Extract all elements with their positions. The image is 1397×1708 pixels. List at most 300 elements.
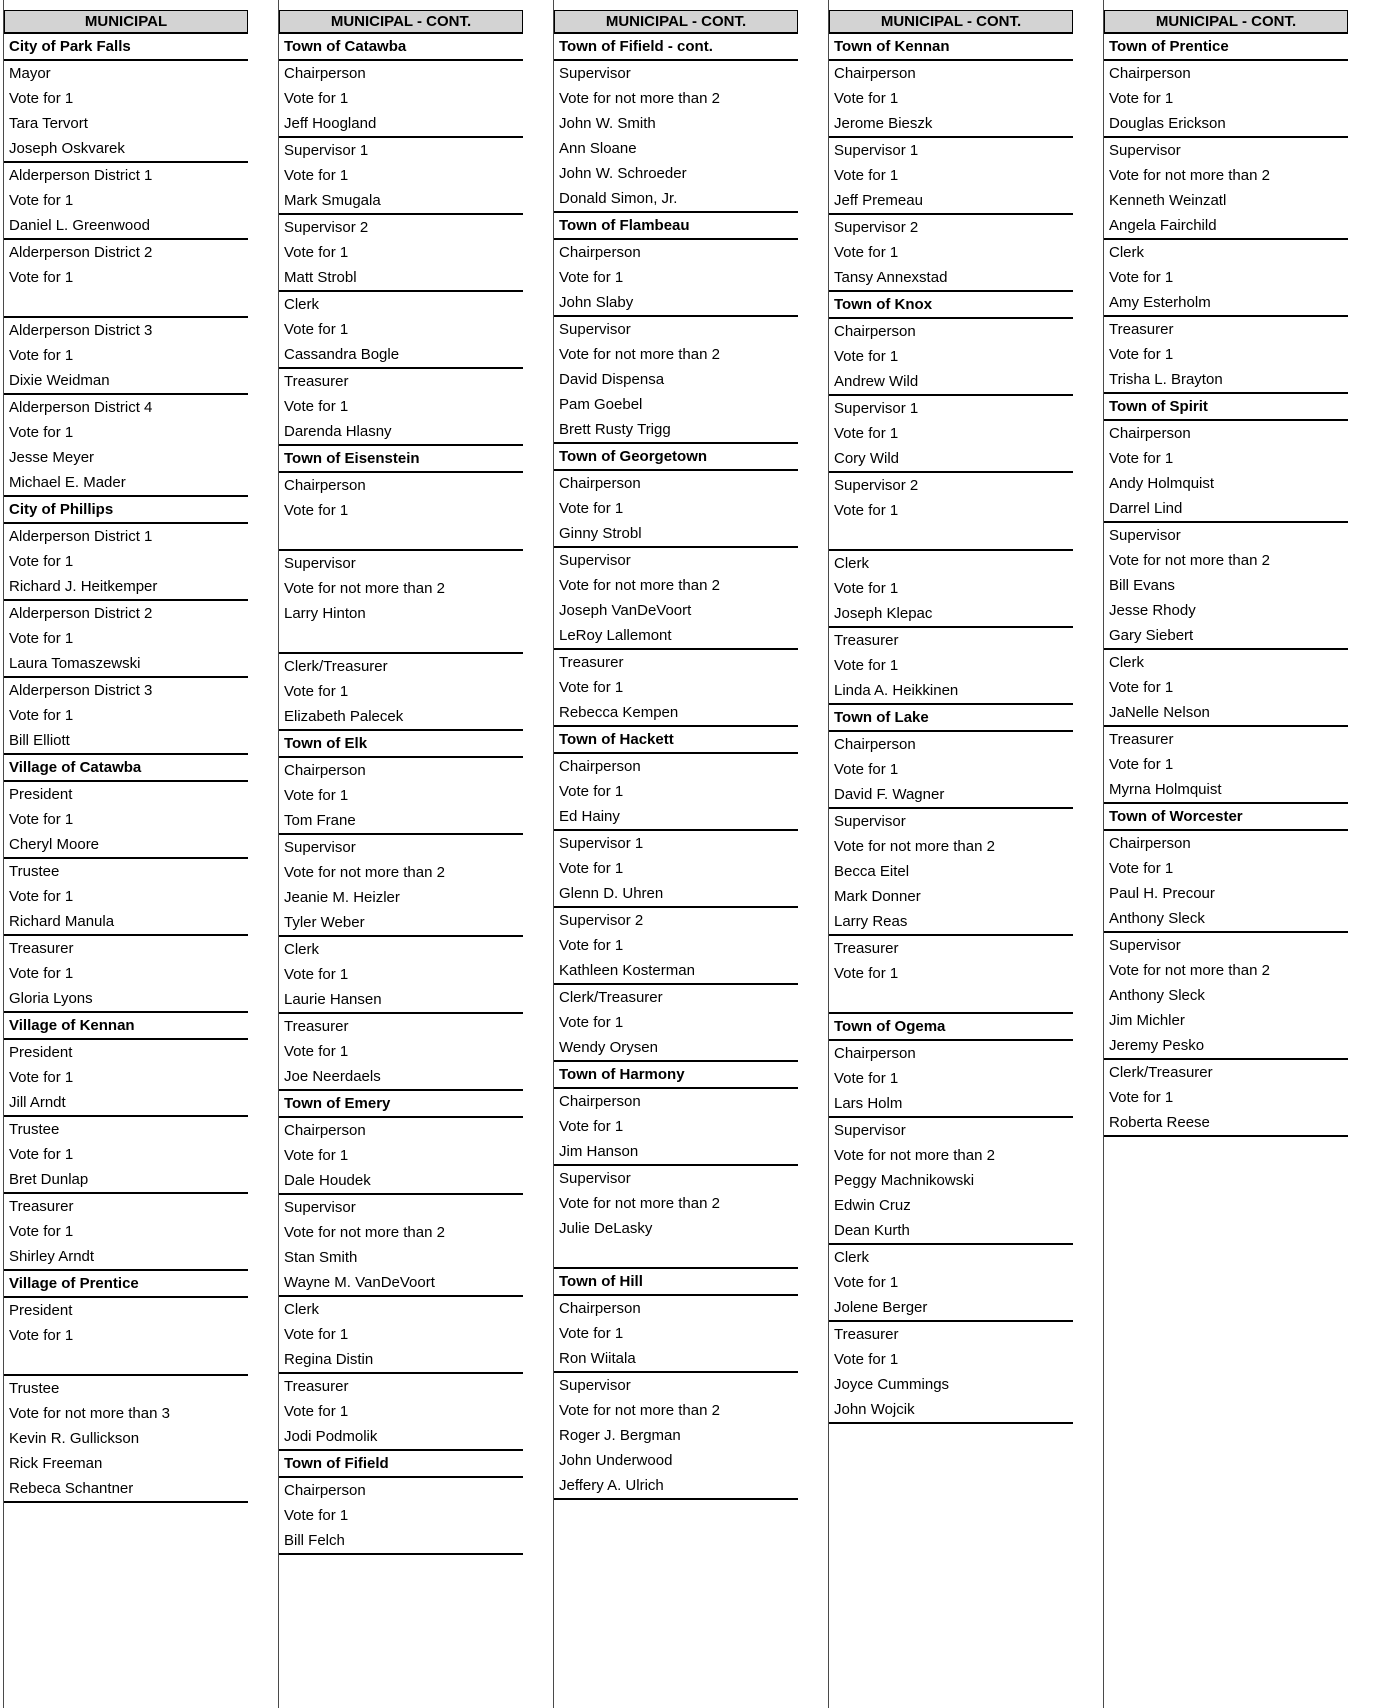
office-title: Clerk/Treasurer: [284, 658, 388, 675]
municipality-title: Town of Elk: [279, 731, 523, 758]
office-title: Chairperson: [284, 477, 366, 494]
office-block: [554, 548, 798, 650]
office-title: Supervisor: [1109, 142, 1181, 159]
vote-instruction: Vote for not more than 2: [834, 1147, 995, 1164]
candidate-name: JaNelle Nelson: [1109, 704, 1210, 721]
office-block: [279, 61, 523, 138]
candidate-name: Ed Hainy: [559, 808, 620, 825]
office-block: [829, 215, 1073, 292]
candidate-name: Rick Freeman: [9, 1455, 103, 1472]
candidate-name: Tom Frane: [284, 812, 356, 829]
office-title: Chairperson: [834, 65, 916, 82]
office-title: Alderperson District 2: [9, 605, 153, 622]
office-block: [4, 61, 248, 163]
office-title: Chairperson: [1109, 65, 1191, 82]
vote-instruction: Vote for not more than 2: [559, 1195, 720, 1212]
office-title: Treasurer: [834, 632, 899, 649]
vote-instruction: Vote for 1: [834, 244, 899, 261]
office-title: Trustee: [9, 1380, 60, 1397]
candidate-name: Larry Reas: [834, 913, 908, 930]
office-block: [554, 831, 798, 908]
vote-instruction: Vote for 1: [284, 398, 349, 415]
vote-instruction: Vote for 1: [1109, 450, 1174, 467]
office-block: [829, 138, 1073, 215]
office-block: [1104, 1060, 1348, 1137]
vote-instruction: Vote for 1: [284, 1507, 349, 1524]
office-title: Chairperson: [559, 475, 641, 492]
municipality-title: Town of Worcester: [1104, 804, 1348, 831]
candidate-name: John Wojcik: [834, 1401, 915, 1418]
office-title: Supervisor 1: [559, 835, 644, 852]
municipality-title: Town of Harmony: [554, 1062, 798, 1089]
office-block: [554, 985, 798, 1062]
vote-instruction: Vote for 1: [559, 1118, 624, 1135]
vote-instruction: Vote for 1: [559, 783, 624, 800]
office-block: [829, 473, 1073, 551]
office-block: [4, 782, 248, 859]
vote-instruction: Vote for 1: [9, 630, 74, 647]
municipality-title: Town of Lake: [829, 705, 1073, 732]
candidate-name: Wayne M. VanDeVoort: [284, 1274, 435, 1291]
office-title: Chairperson: [284, 762, 366, 779]
candidate-name: Laurie Hansen: [284, 991, 382, 1008]
candidate-name: David Dispensa: [559, 371, 665, 388]
candidate-name: Tansy Annexstad: [834, 269, 948, 286]
candidate-name: Jim Hanson: [559, 1143, 639, 1160]
vote-instruction: Vote for 1: [9, 965, 74, 982]
municipality-title: Town of Fifield - cont.: [554, 34, 798, 61]
vote-instruction: Vote for 1: [834, 965, 899, 982]
candidate-name: Tara Tervort: [9, 115, 88, 132]
office-block: [829, 1118, 1073, 1245]
office-title: Supervisor 1: [284, 142, 369, 159]
office-title: Clerk/Treasurer: [559, 989, 663, 1006]
candidate-name: Ann Sloane: [559, 140, 637, 157]
vote-instruction: Vote for 1: [284, 1403, 349, 1420]
ballot-column: [278, 0, 523, 1708]
vote-instruction: Vote for 1: [1109, 1089, 1174, 1106]
vote-instruction: Vote for 1: [9, 90, 74, 107]
candidate-name: Gary Siebert: [1109, 627, 1194, 644]
vote-instruction: Vote for 1: [834, 657, 899, 674]
vote-instruction: Vote for not more than 2: [559, 346, 720, 363]
candidate-name: Laura Tomaszewski: [9, 655, 141, 672]
vote-instruction: Vote for 1: [9, 707, 74, 724]
office-block: [279, 369, 523, 446]
office-block: [4, 1194, 248, 1271]
vote-instruction: Vote for 1: [559, 679, 624, 696]
office-block: [1104, 240, 1348, 317]
office-block: [279, 654, 523, 731]
office-title: Alderperson District 2: [9, 244, 153, 261]
office-title: Supervisor: [559, 1170, 631, 1187]
office-title: Chairperson: [559, 758, 641, 775]
candidate-name: Elizabeth Palecek: [284, 708, 404, 725]
office-block: [279, 1374, 523, 1451]
candidate-name: Andrew Wild: [834, 373, 919, 390]
office-title: Chairperson: [834, 736, 916, 753]
candidate-name: Dale Houdek: [284, 1172, 371, 1189]
office-block: [279, 551, 523, 654]
office-title: Chairperson: [1109, 425, 1191, 442]
office-block: [829, 1322, 1073, 1424]
candidate-name: Rebecca Kempen: [559, 704, 679, 721]
office-title: Supervisor 2: [559, 912, 644, 929]
candidate-name: Roger J. Bergman: [559, 1427, 681, 1444]
vote-instruction: Vote for 1: [9, 888, 74, 905]
vote-instruction: Vote for not more than 2: [1109, 962, 1270, 979]
vote-instruction: Vote for 1: [559, 1325, 624, 1342]
office-block: [279, 138, 523, 215]
candidate-name: Jill Arndt: [9, 1094, 66, 1111]
candidate-name: Stan Smith: [284, 1249, 358, 1266]
candidate-name: Douglas Erickson: [1109, 115, 1226, 132]
vote-instruction: Vote for 1: [9, 1327, 74, 1344]
candidate-name: Ginny Strobl: [559, 525, 642, 542]
municipality-title: City of Phillips: [4, 497, 248, 524]
vote-instruction: Vote for 1: [834, 90, 899, 107]
office-block: [829, 1245, 1073, 1322]
office-title: Treasurer: [1109, 321, 1174, 338]
office-title: Chairperson: [284, 1122, 366, 1139]
office-title: Alderperson District 4: [9, 399, 153, 416]
office-block: [4, 601, 248, 678]
ballot-column: [553, 0, 798, 1708]
candidate-name: Shirley Arndt: [9, 1248, 95, 1265]
office-title: Treasurer: [559, 654, 624, 671]
candidate-name: Michael E. Mader: [9, 474, 126, 491]
candidate-name: Kathleen Kosterman: [559, 962, 695, 979]
office-block: [4, 1040, 248, 1117]
vote-instruction: Vote for not more than 2: [1109, 167, 1270, 184]
candidate-name: Joyce Cummings: [834, 1376, 950, 1393]
candidate-name: Kenneth Weinzatl: [1109, 192, 1227, 209]
empty-candidate-slot: [279, 626, 523, 652]
candidate-name: Peggy Machnikowski: [834, 1172, 975, 1189]
vote-instruction: Vote for 1: [834, 348, 899, 365]
empty-candidate-slot: [4, 290, 248, 316]
office-title: Chairperson: [559, 1093, 641, 1110]
office-block: [279, 937, 523, 1014]
candidate-name: Glenn D. Uhren: [559, 885, 664, 902]
office-title: Clerk: [284, 296, 320, 313]
vote-instruction: Vote for 1: [284, 502, 349, 519]
office-title: Chairperson: [559, 244, 641, 261]
office-block: [4, 163, 248, 240]
office-title: President: [9, 786, 73, 803]
office-title: Supervisor: [834, 1122, 906, 1139]
office-block: [1104, 317, 1348, 394]
office-block: [829, 732, 1073, 809]
office-block: [554, 1166, 798, 1269]
candidate-name: Mark Donner: [834, 888, 921, 905]
candidate-name: Cassandra Bogle: [284, 346, 400, 363]
office-title: Chairperson: [834, 1045, 916, 1062]
office-title: Supervisor: [1109, 527, 1181, 544]
candidate-name: David F. Wagner: [834, 786, 945, 803]
office-title: Supervisor: [559, 552, 631, 569]
office-title: Supervisor 2: [834, 477, 919, 494]
office-title: Supervisor: [559, 321, 631, 338]
vote-instruction: Vote for 1: [9, 811, 74, 828]
candidate-name: Matt Strobl: [284, 269, 357, 286]
office-title: Supervisor: [1109, 937, 1181, 954]
office-title: Clerk: [834, 1249, 870, 1266]
office-title: Treasurer: [284, 1018, 349, 1035]
office-block: [554, 650, 798, 727]
vote-instruction: Vote for 1: [559, 500, 624, 517]
office-block: [829, 61, 1073, 138]
candidate-name: Jolene Berger: [834, 1299, 928, 1316]
office-block: [279, 473, 523, 551]
candidate-name: LeRoy Lallemont: [559, 627, 672, 644]
vote-instruction: Vote for 1: [284, 787, 349, 804]
office-title: President: [9, 1044, 73, 1061]
candidate-name: Angela Fairchild: [1109, 217, 1217, 234]
office-title: Supervisor 2: [834, 219, 919, 236]
office-block: [279, 1014, 523, 1091]
municipality-title: Town of Kennan: [829, 34, 1073, 61]
office-title: Clerk/Treasurer: [1109, 1064, 1213, 1081]
vote-instruction: Vote for not more than 2: [284, 1224, 445, 1241]
candidate-name: Jeanie M. Heizler: [284, 889, 400, 906]
office-block: [554, 61, 798, 213]
office-title: Supervisor 2: [284, 219, 369, 236]
office-block: [1104, 650, 1348, 727]
office-title: Clerk: [284, 1301, 320, 1318]
vote-instruction: Vote for 1: [9, 1146, 74, 1163]
candidate-name: Amy Esterholm: [1109, 294, 1211, 311]
vote-instruction: Vote for 1: [284, 244, 349, 261]
candidate-name: Darrel Lind: [1109, 500, 1183, 517]
office-block: [4, 1298, 248, 1376]
vote-instruction: Vote for not more than 3: [9, 1405, 170, 1422]
vote-instruction: Vote for 1: [9, 1223, 74, 1240]
candidate-name: Jesse Rhody: [1109, 602, 1196, 619]
vote-instruction: Vote for 1: [9, 1069, 74, 1086]
column-header: MUNICIPAL: [4, 10, 248, 34]
office-block: [554, 1373, 798, 1500]
municipality-title: Town of Hill: [554, 1269, 798, 1296]
column-header: MUNICIPAL - CONT.: [279, 10, 523, 34]
ballot-column: [3, 0, 248, 1708]
office-title: Alderperson District 1: [9, 167, 153, 184]
office-block: [554, 240, 798, 317]
office-block: [4, 678, 248, 755]
office-block: [279, 1195, 523, 1297]
empty-candidate-slot: [279, 523, 523, 549]
vote-instruction: Vote for not more than 2: [284, 864, 445, 881]
office-title: Alderperson District 3: [9, 682, 153, 699]
office-block: [279, 215, 523, 292]
candidate-name: Jeff Hoogland: [284, 115, 377, 132]
office-title: Supervisor 1: [834, 142, 919, 159]
candidate-name: Lars Holm: [834, 1095, 903, 1112]
municipality-title: Town of Emery: [279, 1091, 523, 1118]
office-block: [4, 859, 248, 936]
candidate-name: Darenda Hlasny: [284, 423, 392, 440]
office-title: Treasurer: [1109, 731, 1174, 748]
vote-instruction: Vote for not more than 2: [559, 90, 720, 107]
vote-instruction: Vote for 1: [834, 167, 899, 184]
office-block: [829, 396, 1073, 473]
office-title: Supervisor: [284, 839, 356, 856]
office-block: [829, 551, 1073, 628]
candidate-name: Myrna Holmquist: [1109, 781, 1222, 798]
candidate-name: Jodi Podmolik: [284, 1428, 378, 1445]
vote-instruction: Vote for 1: [284, 1326, 349, 1343]
vote-instruction: Vote for 1: [834, 761, 899, 778]
candidate-name: Roberta Reese: [1109, 1114, 1210, 1131]
candidate-name: Pam Goebel: [559, 396, 643, 413]
office-title: Chairperson: [284, 65, 366, 82]
candidate-name: Wendy Orysen: [559, 1039, 658, 1056]
candidate-name: Jim Michler: [1109, 1012, 1185, 1029]
candidate-name: Tyler Weber: [284, 914, 365, 931]
candidate-name: Paul H. Precour: [1109, 885, 1215, 902]
office-title: Supervisor: [559, 65, 631, 82]
municipality-title: City of Park Falls: [4, 34, 248, 61]
office-block: [829, 936, 1073, 1014]
candidate-name: Richard Manula: [9, 913, 115, 930]
municipality-title: Town of Prentice: [1104, 34, 1348, 61]
candidate-name: John Slaby: [559, 294, 634, 311]
office-title: Chairperson: [559, 1300, 641, 1317]
candidate-name: Ron Wiitala: [559, 1350, 636, 1367]
candidate-name: Jesse Meyer: [9, 449, 95, 466]
municipality-title: Village of Catawba: [4, 755, 248, 782]
office-block: [1104, 421, 1348, 523]
candidate-name: Dixie Weidman: [9, 372, 110, 389]
office-block: [829, 628, 1073, 705]
office-block: [279, 758, 523, 835]
vote-instruction: Vote for not more than 2: [559, 1402, 720, 1419]
office-title: Supervisor: [834, 813, 906, 830]
candidate-name: Joseph Oskvarek: [9, 140, 125, 157]
ballot-column: [1103, 0, 1348, 1708]
candidate-name: Gloria Lyons: [9, 990, 93, 1007]
office-block: [554, 471, 798, 548]
vote-instruction: Vote for 1: [284, 683, 349, 700]
office-block: [829, 1041, 1073, 1118]
candidate-name: Anthony Sleck: [1109, 987, 1205, 1004]
office-block: [554, 1089, 798, 1166]
candidate-name: Jeff Premeau: [834, 192, 923, 209]
municipality-title: Village of Kennan: [4, 1013, 248, 1040]
candidate-name: Becca Eitel: [834, 863, 910, 880]
municipality-title: Town of Ogema: [829, 1014, 1073, 1041]
candidate-name: Bill Evans: [1109, 577, 1175, 594]
office-block: [4, 240, 248, 318]
candidate-name: Brett Rusty Trigg: [559, 421, 671, 438]
municipality-title: Village of Prentice: [4, 1271, 248, 1298]
office-title: Alderperson District 1: [9, 528, 153, 545]
vote-instruction: Vote for 1: [834, 580, 899, 597]
candidate-name: Jeffery A. Ulrich: [559, 1477, 664, 1494]
vote-instruction: Vote for 1: [9, 553, 74, 570]
column-header: MUNICIPAL - CONT.: [554, 10, 798, 34]
candidate-name: Andy Holmquist: [1109, 475, 1215, 492]
candidate-name: Cory Wild: [834, 450, 900, 467]
vote-instruction: Vote for 1: [834, 1274, 899, 1291]
candidate-name: John W. Schroeder: [559, 165, 687, 182]
office-title: Treasurer: [834, 1326, 899, 1343]
candidate-name: Anthony Sleck: [1109, 910, 1205, 927]
municipality-title: Town of Catawba: [279, 34, 523, 61]
office-block: [829, 809, 1073, 936]
empty-candidate-slot: [829, 523, 1073, 549]
office-title: Trustee: [9, 1121, 60, 1138]
vote-instruction: Vote for 1: [9, 347, 74, 364]
office-block: [1104, 831, 1348, 933]
office-block: [1104, 523, 1348, 650]
vote-instruction: Vote for 1: [559, 937, 624, 954]
office-block: [554, 908, 798, 985]
municipality-title: Town of Hackett: [554, 727, 798, 754]
vote-instruction: Vote for 1: [834, 1351, 899, 1368]
office-title: Supervisor: [284, 1199, 356, 1216]
municipality-title: Town of Eisenstein: [279, 446, 523, 473]
office-block: [829, 319, 1073, 396]
vote-instruction: Vote for 1: [284, 966, 349, 983]
candidate-name: Mark Smugala: [284, 192, 381, 209]
vote-instruction: Vote for 1: [1109, 756, 1174, 773]
candidate-name: Joseph VanDeVoort: [559, 602, 692, 619]
vote-instruction: Vote for 1: [9, 424, 74, 441]
office-title: Alderperson District 3: [9, 322, 153, 339]
vote-instruction: Vote for 1: [1109, 90, 1174, 107]
office-block: [4, 524, 248, 601]
candidate-name: John Underwood: [559, 1452, 673, 1469]
office-title: Clerk: [834, 555, 870, 572]
vote-instruction: Vote for 1: [834, 502, 899, 519]
candidate-name: Bill Felch: [284, 1532, 345, 1549]
vote-instruction: Vote for 1: [284, 321, 349, 338]
vote-instruction: Vote for 1: [1109, 346, 1174, 363]
municipality-title: Town of Georgetown: [554, 444, 798, 471]
candidate-name: Kevin R. Gullickson: [9, 1430, 140, 1447]
empty-candidate-slot: [4, 1348, 248, 1374]
candidate-name: Bill Elliott: [9, 732, 70, 749]
office-block: [554, 754, 798, 831]
office-block: [554, 317, 798, 444]
office-block: [4, 395, 248, 497]
candidate-name: Bret Dunlap: [9, 1171, 89, 1188]
candidate-name: John W. Smith: [559, 115, 656, 132]
candidate-name: Cheryl Moore: [9, 836, 100, 853]
municipality-title: Town of Spirit: [1104, 394, 1348, 421]
office-title: Treasurer: [9, 940, 74, 957]
candidate-name: Trisha L. Brayton: [1109, 371, 1223, 388]
office-block: [4, 1117, 248, 1194]
vote-instruction: Vote for not more than 2: [834, 838, 995, 855]
candidate-name: Donald Simon, Jr.: [559, 190, 678, 207]
vote-instruction: Vote for 1: [284, 1043, 349, 1060]
vote-instruction: Vote for 1: [559, 860, 624, 877]
municipality-title: Town of Knox: [829, 292, 1073, 319]
vote-instruction: Vote for 1: [834, 425, 899, 442]
office-title: Treasurer: [284, 373, 349, 390]
empty-candidate-slot: [554, 1241, 798, 1267]
office-title: Clerk: [1109, 654, 1145, 671]
candidate-name: Linda A. Heikkinen: [834, 682, 959, 699]
vote-instruction: Vote for 1: [9, 269, 74, 286]
vote-instruction: Vote for 1: [9, 192, 74, 209]
vote-instruction: Vote for 1: [1109, 269, 1174, 286]
office-title: President: [9, 1302, 73, 1319]
office-title: Clerk: [1109, 244, 1145, 261]
candidate-name: Daniel L. Greenwood: [9, 217, 150, 234]
